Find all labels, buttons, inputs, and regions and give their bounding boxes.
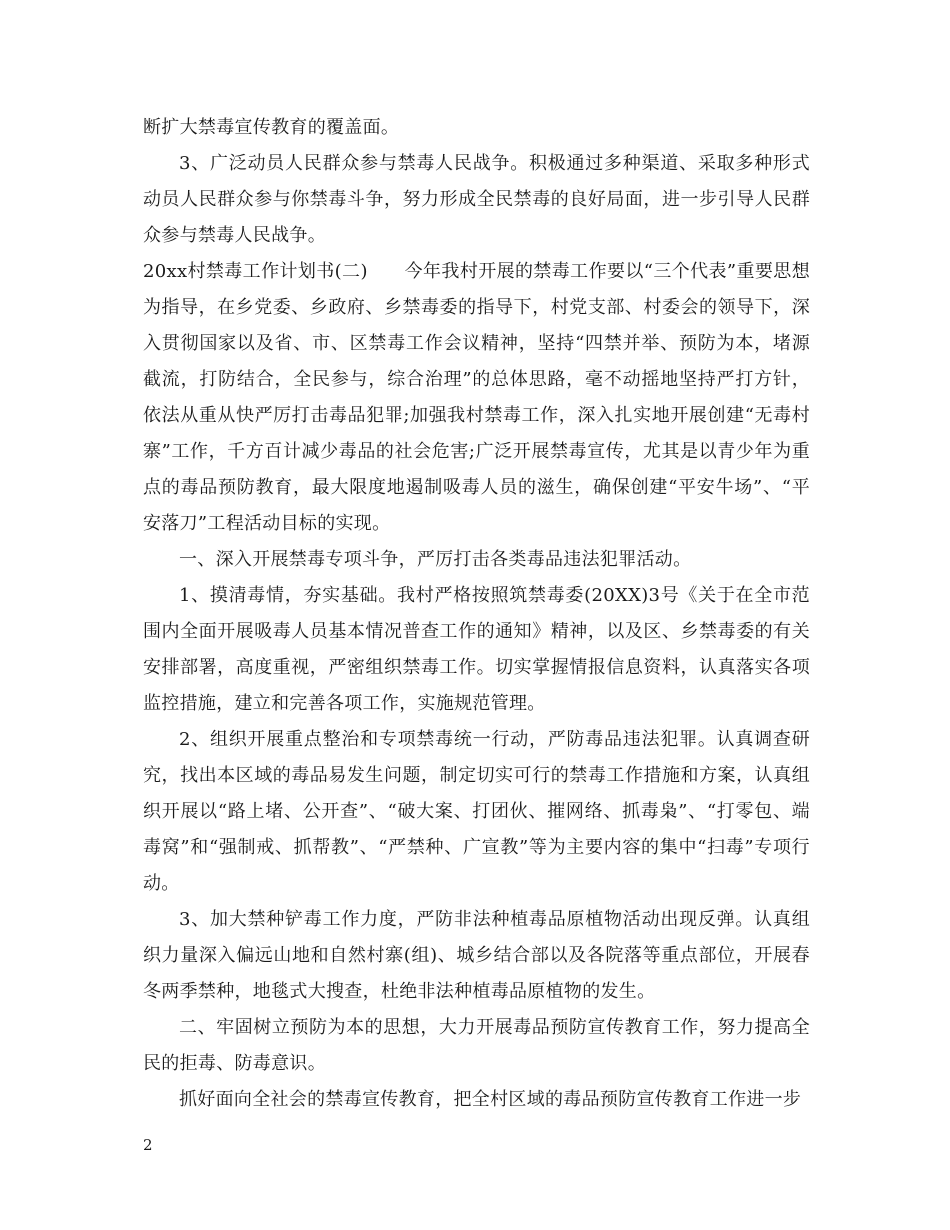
paragraph-section-one-heading: 一、深入开展禁毒专项斗争，严厉打击各类毒品违法犯罪活动。 xyxy=(179,549,692,570)
page-number: 2 xyxy=(143,1136,153,1154)
paragraph-plan-two-intro: 20xx村禁毒工作计划书(二) 今年我村开展的禁毒工作要以“三个代表”重要思想为指导，在乡党委、乡政府、乡禁毒委的指导下，村党支部、村委会的领导下，深入贯彻国家以及省、市、区禁毒工作会议精神，坚持“四禁并举、预防为本，堵源截流，打防结合，全民参与，综合治理”的总体思路，毫不动摇地坚持严打方针，依法从重从快严厉打击毒品犯罪;加强我村禁毒工作，深入扎实地开展创建“无毒村寨”工作，千方百计减少毒品的社会危害;广泛开展禁毒宣传，尤其是以青少年为重点的毒品预防教育，最大限度地遏制吸毒人员的滋生，确保创建“平安牛场”、“平安落刀”工程活动目标的实现。 xyxy=(143,261,810,534)
paragraph-item-2-rectify: 2、组织开展重点整治和专项禁毒统一行动，严防毒品违法犯罪。认真调查研究，找出本区域的毒品易发生问题，制定切实可行的禁毒工作措施和方案，认真组织开展以“路上堵、公开查”、“破大案、打团伙、摧网络、抓毒枭”、“打零包、端毒窝”和“强制戒、抓帮教”、“严禁种、广宣教”等为主要内容的集中“扫毒”专项行动。 xyxy=(143,729,810,894)
document-body xyxy=(143,110,810,1118)
paragraph-item-3-eradicate: 3、加大禁种铲毒工作力度，严防非法种植毒品原植物活动出现反弹。认真组织力量深入偏远山地和自然村寨(组)、城乡结合部以及各院落等重点部位，开展春冬两季禁种，地毯式大搜查，杜绝非法种植毒品原植物的发生。 xyxy=(143,909,810,1002)
paragraph-item-1-investigate: 1、摸清毒情，夯实基础。我村严格按照筑禁毒委(20XX)3号《关于在全市范围内全面开展吸毒人员基本情况普查工作的通知》精神，以及区、乡禁毒委的有关安排部署，高度重视，严密组织禁毒工作。切实掌握情报信息资料，认真落实各项监控措施，建立和完善各项工作，实施规范管理。 xyxy=(143,585,810,714)
paragraph-education: 抓好面向全社会的禁毒宣传教育，把全村区域的毒品预防宣传教育工作进一步 xyxy=(179,1089,802,1110)
paragraph-section-two-heading: 二、牢固树立预防为本的思想，大力开展毒品预防宣传教育工作，努力提高全民的拒毒、防毒意识。 xyxy=(143,1017,810,1074)
paragraph-continuation: 断扩大禁毒宣传教育的覆盖面。 xyxy=(143,117,400,138)
paragraph-item-3-mobilize: 3、广泛动员人民群众参与禁毒人民战争。积极通过多种渠道、采取多种形式动员人民群众参与你禁毒斗争，努力形成全民禁毒的良好局面，进一步引导人民群众参与禁毒人民战争。 xyxy=(143,153,810,246)
